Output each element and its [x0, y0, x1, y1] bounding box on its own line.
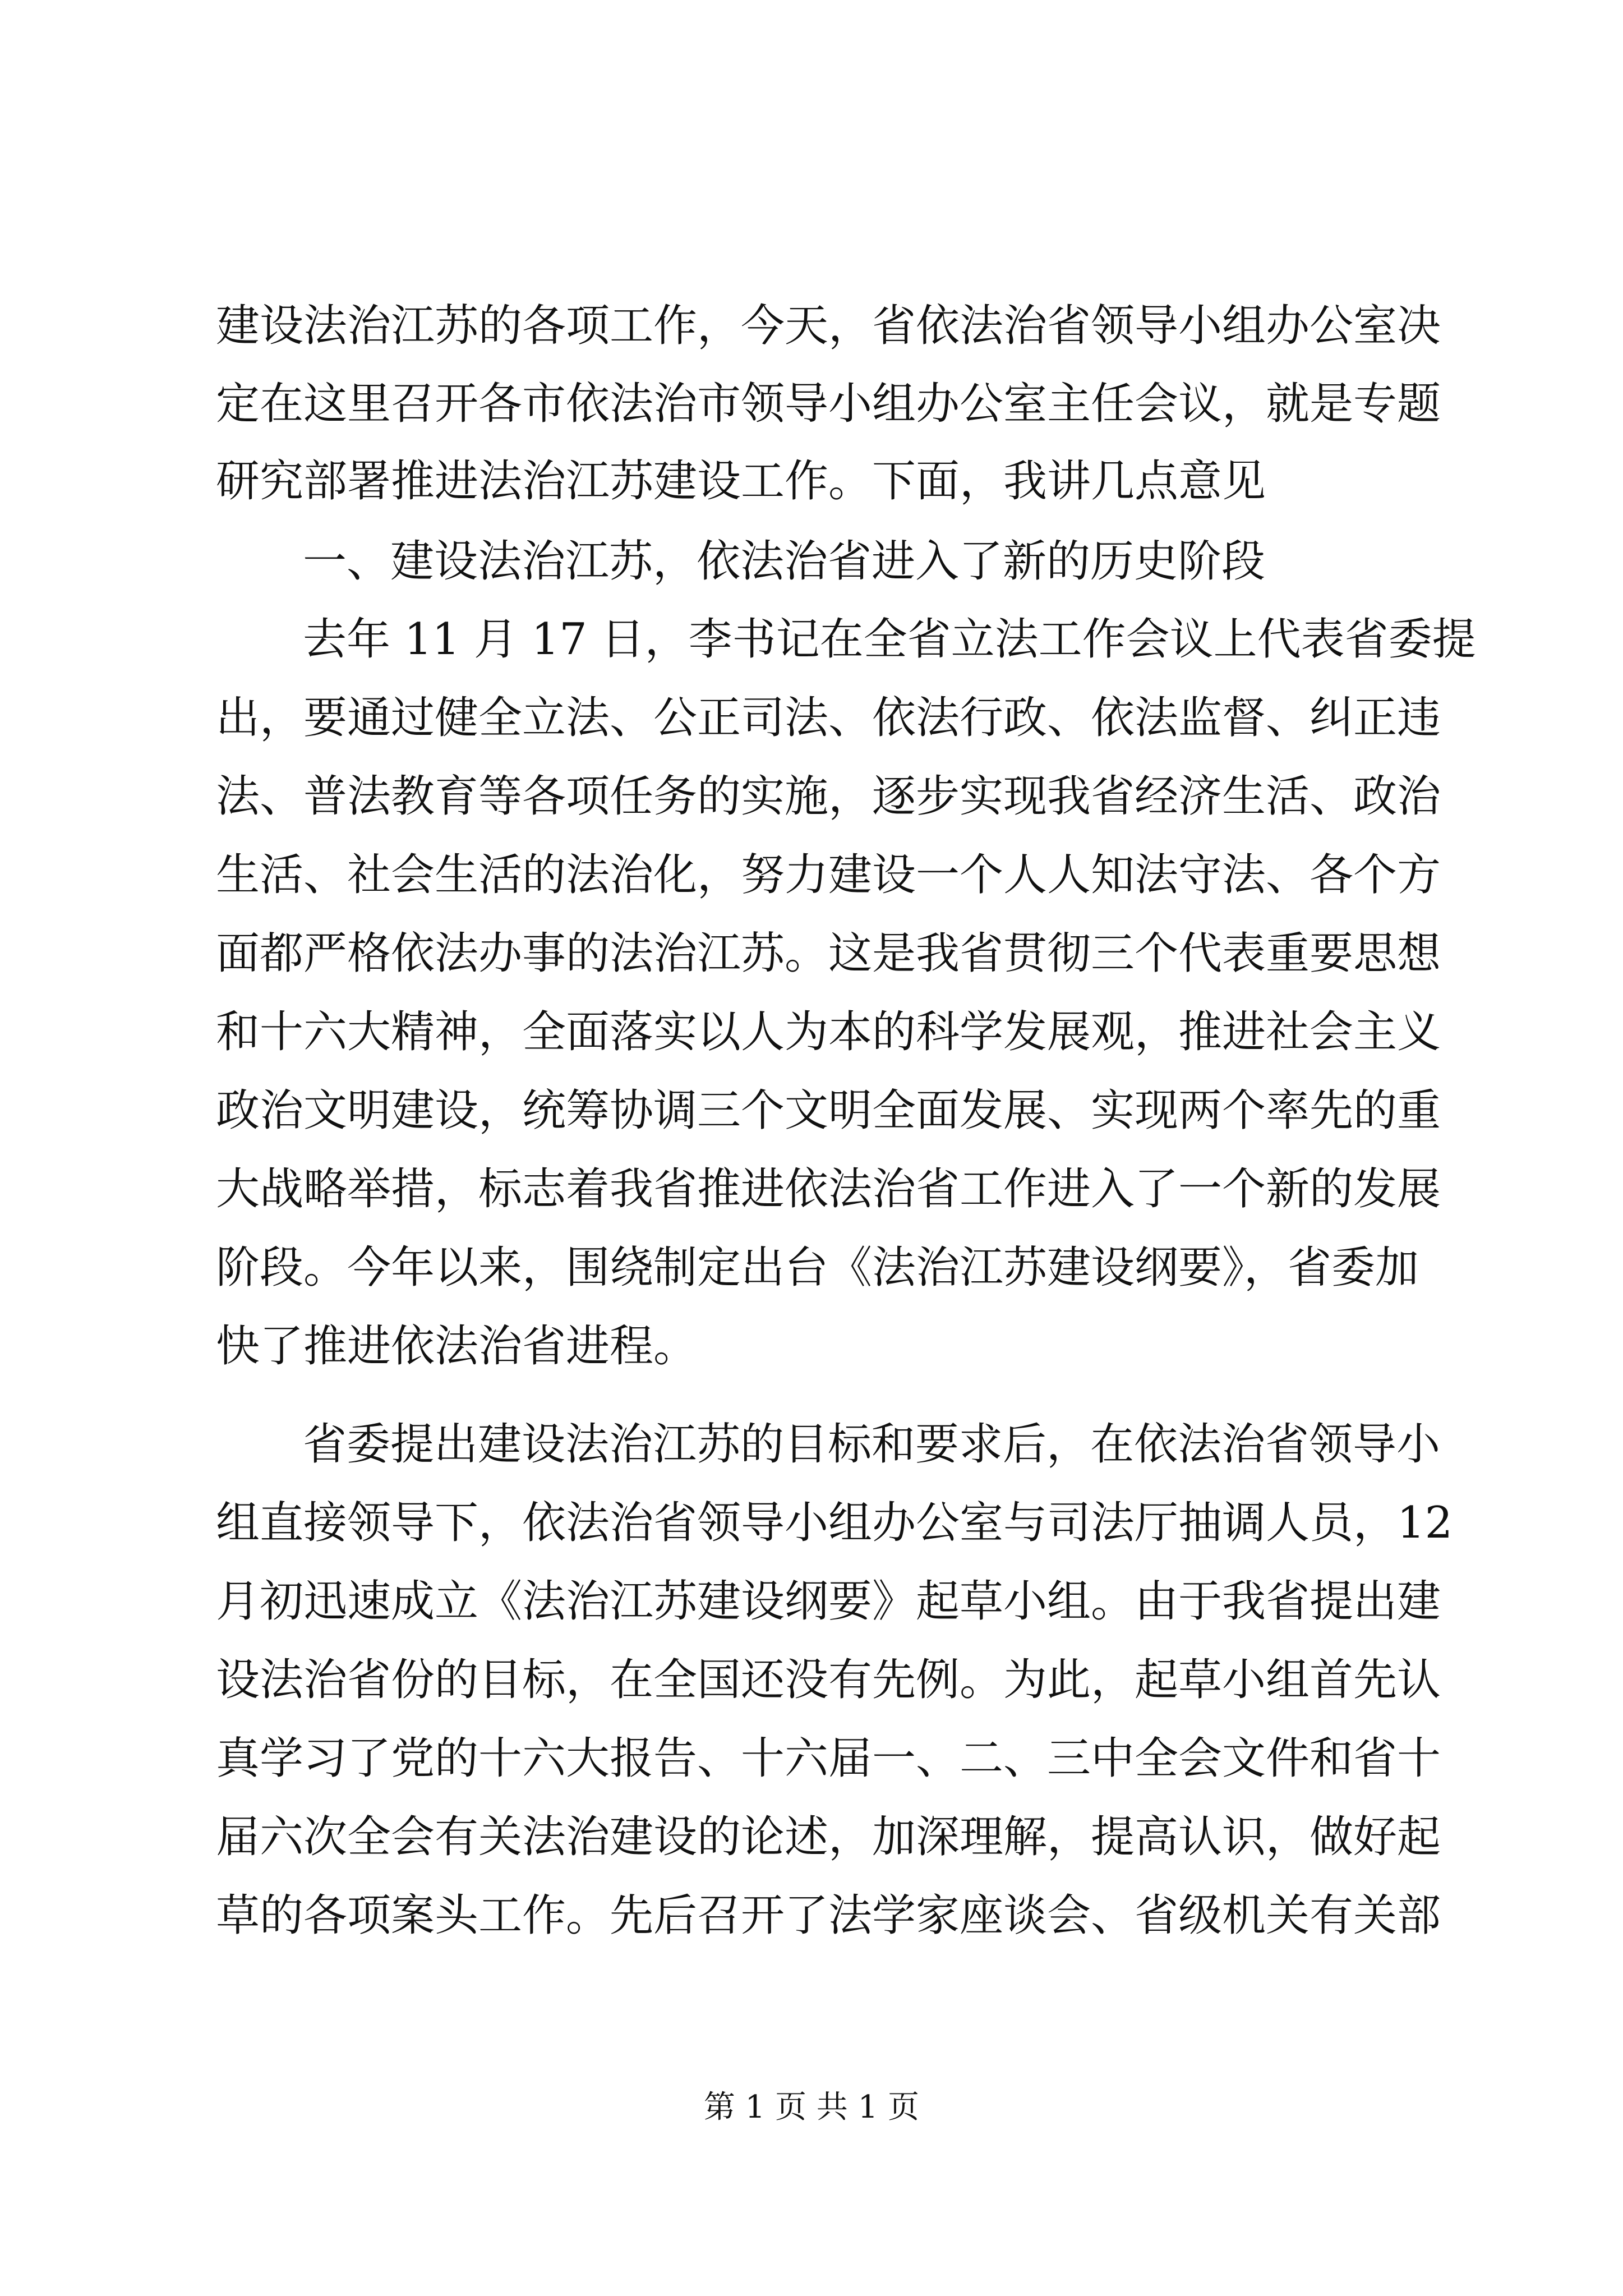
body-line-6: 出，要通过健全立法、公正司法、依法行政、依法监督、纠正违	[216, 693, 1441, 743]
body-line-1: 建设法治江苏的各项工作，今天，省依法治省领导小组办公室决	[216, 301, 1441, 351]
body-line-2: 定在这里召开各市依法治市领导小组办公室主任会议，就是专题	[216, 379, 1441, 429]
body-line-10: 和十六大精神，全面落实以人为本的科学发展观，推进社会主义	[216, 1007, 1441, 1057]
body-line-7: 法、普法教育等各项任务的实施，逐步实现我省经济生活、政治	[216, 771, 1441, 822]
body-line-8: 生活、社会生活的法治化，努力建设一个人人知法守法、各个方	[216, 850, 1441, 900]
body-line-14: 快了推进依法治省进程。	[216, 1321, 698, 1372]
body-line-16: 组直接领导下，依法治省领导小组办公室与司法厅抽调人员，12	[216, 1498, 1453, 1548]
body-line-12: 大战略举措，标志着我省推进依法治省工作进入了一个新的发展	[216, 1164, 1441, 1214]
body-line-3: 研究部署推进法治江苏建设工作。下面，我讲几点意见	[216, 456, 1266, 507]
body-line-15: 省委提出建设法治江苏的目标和要求后，在依法治省领导小	[303, 1419, 1441, 1470]
section-heading: 一、建设法治江苏，依法治省进入了新的历史阶段	[303, 536, 1266, 587]
page-footer: 第 1 页 共 1 页	[703, 2089, 920, 2125]
body-line-17: 月初迅速成立《法治江苏建设纲要》起草小组。由于我省提出建	[216, 1576, 1441, 1627]
body-line-11: 政治文明建设，统筹协调三个文明全面发展、实现两个率先的重	[216, 1085, 1441, 1136]
body-line-19: 真学习了党的十六大报告、十六届一、二、三中全会文件和省十	[216, 1733, 1441, 1784]
body-line-21: 草的各项案头工作。先后召开了法学家座谈会、省级机关有关部	[216, 1890, 1441, 1941]
body-line-9: 面都严格依法办事的法治江苏。这是我省贯彻三个代表重要思想	[216, 928, 1441, 979]
body-line-20: 届六次全会有关法治建设的论述，加深理解，提高认识，做好起	[216, 1812, 1441, 1862]
body-line-18: 设法治省份的目标，在全国还没有先例。为此，起草小组首先认	[216, 1655, 1441, 1705]
body-line-13: 阶段。今年以来，围绕制定出台《法治江苏建设纲要》，省委加	[216, 1243, 1419, 1293]
body-line-5: 去年 11 月 17 日，李书记在全省立法工作会议上代表省委提	[303, 614, 1476, 665]
